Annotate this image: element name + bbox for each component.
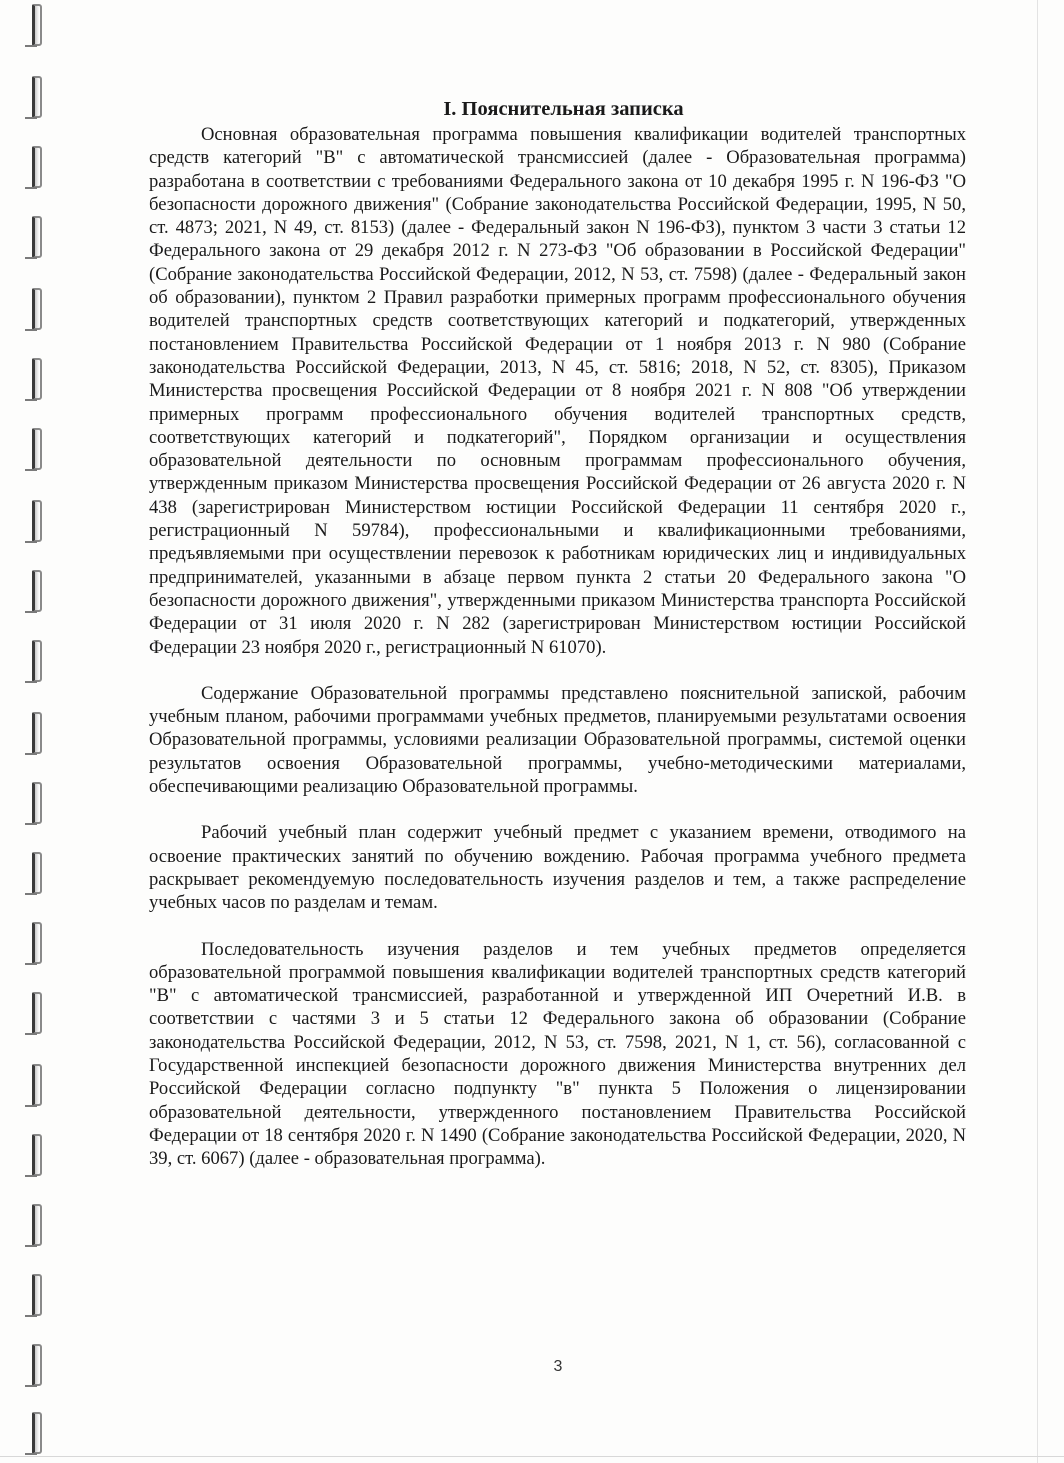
document-body	[149, 96, 966, 1170]
binding-ring	[32, 428, 42, 470]
binding-ring	[32, 358, 42, 400]
binding-ring	[32, 1204, 42, 1246]
binding-ring	[32, 4, 42, 46]
binding-ring	[32, 288, 42, 330]
binding-ring	[32, 640, 42, 682]
paragraph-legal-basis: Основная образовательная программа повышения квалификации водителей транспортных средств категорий "B" с автоматической трансмиссией (далее - Образовательная программа) разработана в соответствии с требованиями Федерального закона от 10 декабря 1995 г. N 196-ФЗ "О безопасности дорожного движения" (Собрание законодательства Российской Федерации, 1995, N 50, ст. 4873; 2021, N 49, ст. 8153) (далее - Федеральный закон N 196-ФЗ), пунктом 3 части 3 статьи 12 Федерального закона от 29 декабря 2012 г. N 273-ФЗ "Об образовании в Российской Федерации" (Собрание законодательства Российской Федерации, 2012, N 53, ст. 7598) (далее - Федеральный закон об образовании), пунктом 2 Правил разработки примерных программ профессионального обучения водителей транспортных средств соответствующих категорий и подкатегорий, утвержденных постановлением Правительства Российской Федерации от 1 ноября 2013 г. N 980 (Собрание законодательства Российской Федерации, 2013, N 45, ст. 5816; 2018, N 52, ст. 8305), Приказом Министерства просвещения Российской Федерации от 8 ноября 2021 г. N 808 "Об утверждении примерных программ профессионального обучения водителей транспортных средств, соответствующих категорий и подкатегорий", Порядком организации и осуществления образовательной деятельности по основным программам профессионального обучения, утвержденным приказом Министерства просвещения Российской Федерации от 26 августа 2020 г. N 438 (зарегистрирован Министерством юстиции Российской Федерации 11 сентября 2020 г., регистрационный N 59784), профессиональными и квалификационными требованиями, предъявляемыми при осуществлении перевозок к работникам юридических лиц и индивидуальных предпринимателей, указанными в абзаце первом пункта 2 статьи 20 Федерального закона "О безопасности дорожного движения", утвержденными приказом Министерства транспорта Российской Федерации от 31 июля 2020 г. N 282 (зарегистрирован Министерством юстиции Российской Федерации 23 ноября 2020 г., регистрационный N 61070).	[149, 124, 966, 658]
binding-ring	[32, 712, 42, 754]
binding-ring	[32, 1134, 42, 1176]
binding-ring	[32, 146, 42, 188]
binding-ring	[32, 1274, 42, 1316]
binding-ring	[32, 1064, 42, 1106]
binding-ring	[32, 216, 42, 258]
binding-ring	[32, 782, 42, 824]
binding-ring	[32, 922, 42, 964]
binding-ring	[32, 852, 42, 894]
page-right-edge	[1037, 0, 1038, 1463]
binding-ring	[32, 1412, 42, 1454]
spiral-binding	[20, 0, 50, 1463]
paragraph-program-contents: Содержание Образовательной программы представлено пояснительной запиской, рабочим учебным планом, рабочими программами учебных предметов, планируемыми результатами освоения Образовательной программы, условиями реализации Образовательной программы, системой оценки результатов освоения Образовательной программы, учебно-методическими материалами, обеспечивающими реализацию Образовательной программы.	[149, 682, 966, 798]
paragraph-topic-sequence: Последовательность изучения разделов и тем учебных предметов определяется образовательной программой повышения квалификации водителей транспортных средств категорий "B" с автоматической трансмиссией, разработанной и утвержденной ИП Очеретний И.В. в соответствии с частями 3 и 5 статьи 12 Федерального закона об образовании (Собрание законодательства Российской Федерации, 2012, N 53, ст. 7598, 2021, N 1, ст. 56), согласованной с Государственной инспекцией безопасности дорожного движения Министерства внутренних дел Российской Федерации согласно подпункту "в" пункта 5 Положения о лицензировании образовательной деятельности, утвержденного постановлением Правительства Российской Федерации от 18 сентября 2020 г. N 1490 (Собрание законодательства Российской Федерации, 2020, N 39, ст. 6067) (далее - образовательная программа).	[149, 938, 966, 1170]
binding-ring	[32, 76, 42, 118]
binding-ring	[32, 992, 42, 1034]
binding-ring	[32, 500, 42, 542]
binding-ring	[32, 570, 42, 612]
page-bottom-edge	[0, 1456, 1064, 1457]
section-heading: I. Пояснительная записка	[443, 98, 684, 120]
page-number: 3	[553, 1358, 563, 1375]
paragraph-study-plan: Рабочий учебный план содержит учебный предмет с указанием времени, отводимого на освоение практических занятий по обучению вождению. Рабочая программа учебного предмета раскрывает рекомендуемую последовательность изучения разделов и тем, а также распределение учебных часов по разделам и темам.	[149, 822, 966, 914]
